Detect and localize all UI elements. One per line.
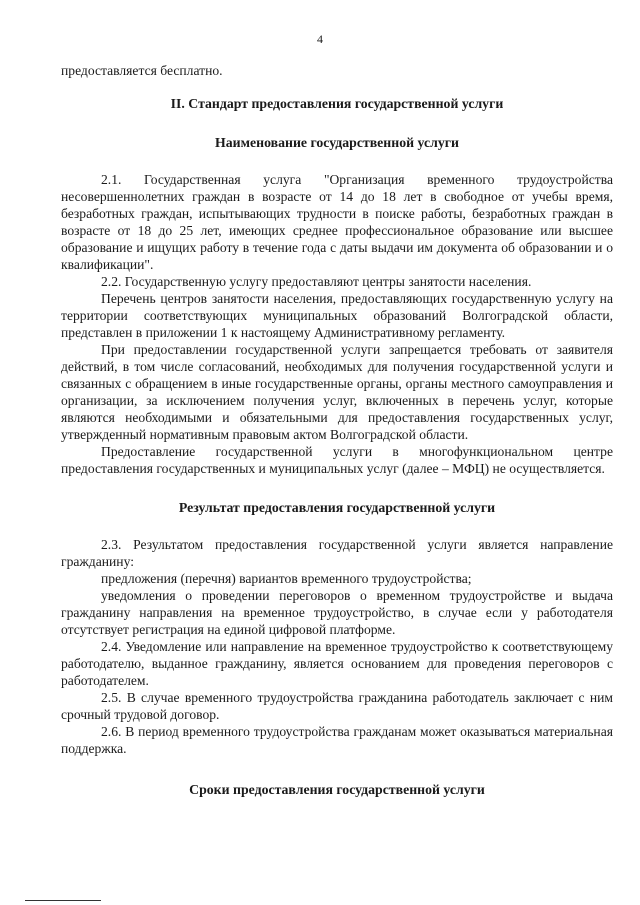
footnote-separator <box>25 900 101 901</box>
document-body <box>61 62 613 799</box>
paragraph-2-2-centers: Перечень центров занятости населения, предоставляющих государственную услугу на территории соответствующих муниципальных образований Волгоградской области, представлен в приложении 1 к настоящему Административному регламенту. <box>61 291 613 340</box>
paragraph-2-3-item-a: предложения (перечня) вариантов временного трудоустройства; <box>101 571 472 586</box>
section-title: II. Стандарт предоставления государственной услуги <box>170 96 504 111</box>
heading-service-result: Результат предоставления государственной услуги <box>178 500 496 515</box>
page-number: 4 <box>317 32 323 46</box>
paragraph-2-2-mfc: Предоставление государственной услуги в многофункциональном центре предоставления государственных и муниципальных услуг (далее – МФЦ) не осуществляется. <box>61 444 613 476</box>
paragraph-2-3: 2.3. Результатом предоставления государственной услуги является направление гражданину: <box>61 537 613 569</box>
heading-service-name: Наименование государственной услуги <box>215 135 459 150</box>
paragraph-2-2-prohibition: При предоставлении государственной услуги запрещается требовать от заявителя действий, в том числе согласований, необходимых для получения государственной услуги и связанных с обращением в иные государственные органы, органы местного самоуправления и организации, за исключением получения услуг, включенных в перечень услуг, которые являются необходимыми и обязательными для предоставления государственных услуг, утвержденный нормативным правовым актом Волгоградской области. <box>61 342 613 442</box>
paragraph-2-2: 2.2. Государственную услугу предоставляют центры занятости населения. <box>101 274 532 289</box>
paragraph-2-3-item-b: уведомления о проведении переговоров о временном трудоустройстве и выдача гражданину направления на временное трудоустройство, в случае если у работодателя отсутствует регистрация на единой цифровой платформе. <box>61 588 613 637</box>
paragraph-2-1: 2.1. Государственная услуга "Организация временного трудоустройства несовершеннолетних граждан в возрасте от 14 до 18 лет в свободное от учебы время, безработных граждан, испытывающих трудности в поиске работы, безработных граждан в возрасте от 18 до 25 лет, имеющих среднее профессиональное образование или высшее образование и ищущих работу в течение года с даты выдачи им документа об образовании и о квалификации". <box>61 172 613 272</box>
paragraph-2-5: 2.5. В случае временного трудоустройства гражданина работодатель заключает с ним срочный трудовой договор. <box>61 690 613 722</box>
paragraph-2-4: 2.4. Уведомление или направление на временное трудоустройство к соответствующему работодателю, выданное гражданину, является основанием для проведения переговоров с работодателем. <box>61 639 613 688</box>
paragraph-2-6: 2.6. В период временного трудоустройства гражданам может оказываться материальная поддержка. <box>61 724 613 756</box>
heading-service-terms: Сроки предоставления государственной услуги <box>189 782 485 797</box>
paragraph-continuation: предоставляется бесплатно. <box>61 63 223 78</box>
